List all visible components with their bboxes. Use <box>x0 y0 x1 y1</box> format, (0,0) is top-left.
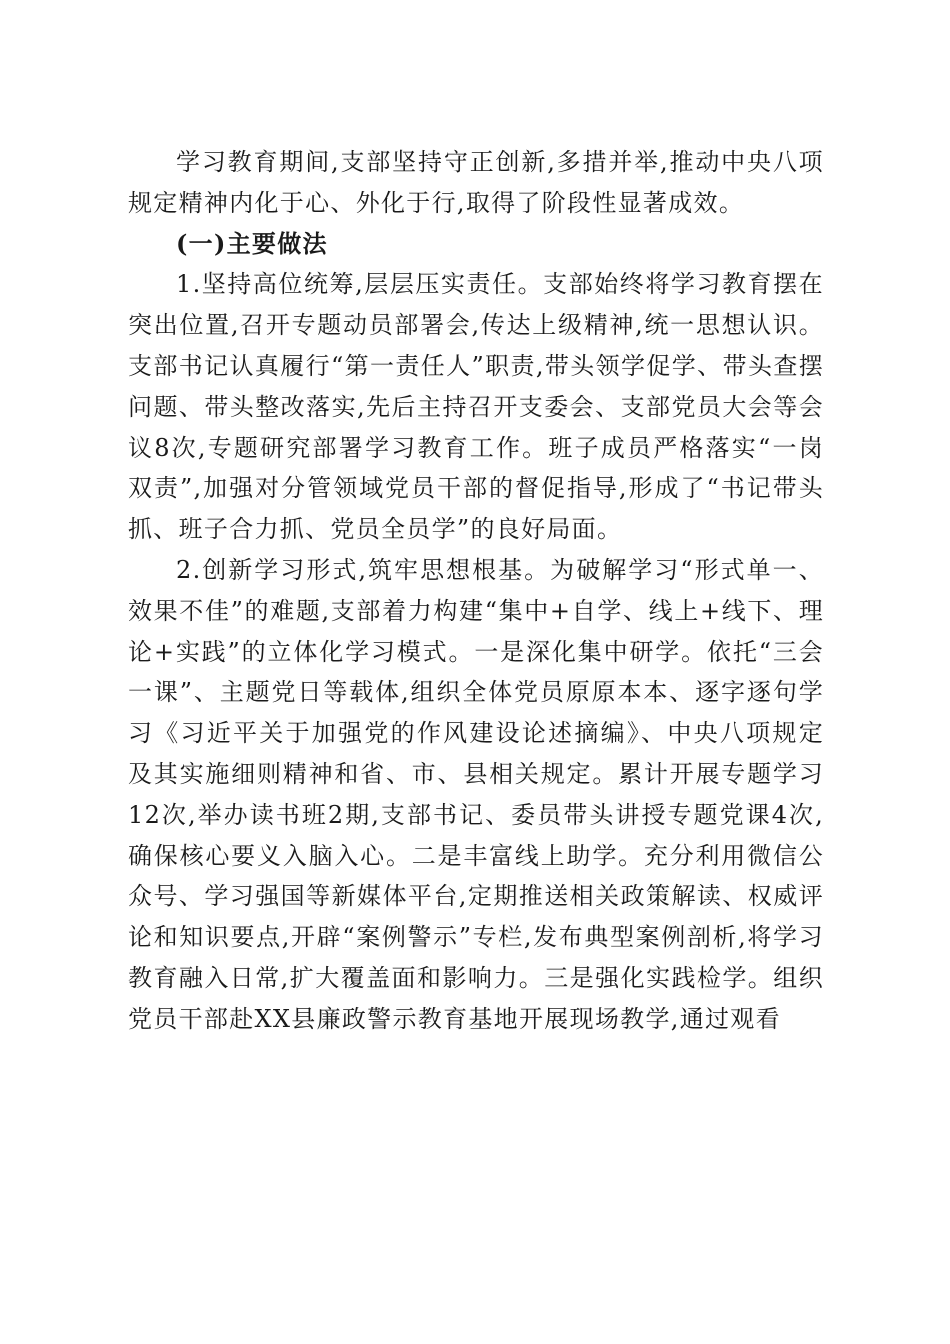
document-body <box>128 142 824 1040</box>
section-heading: (一)主要做法 <box>176 228 328 258</box>
intro-paragraph: 学习教育期间,支部坚持守正创新,多措并举,推动中央八项规定精神内化于心、外化于行,取得了阶段性显著成效。 <box>128 148 824 217</box>
point-1-paragraph: 1.坚持高位统筹,层层压实责任。支部始终将学习教育摆在突出位置,召开专题动员部署会,传达上级精神,统一思想认识。支部书记认真履行“第一责任人”职责,带头领学促学、带头查摆问题、带头整改落实,先后主持召开支委会、支部党员大会等会议8次,专题研究部署学习教育工作。班子成员严格落实“一岗双责”,加强对分管领域党员干部的督促指导,形成了“书记带头抓、班子合力抓、党员全员学”的良好局面。 <box>128 270 824 544</box>
point-2-paragraph: 2.创新学习形式,筑牢思想根基。为破解学习“形式单一、效果不佳”的难题,支部着力构建“集中+自学、线上+线下、理论+实践”的立体化学习模式。一是深化集中研学。依托“三会一课”、主题党日等载体,组织全体党员原原本本、逐字逐句学习《习近平关于加强党的作风建设论述摘编》、中央八项规定及其实施细则精神和省、市、县相关规定。累计开展专题学习12次,举办读书班2期,支部书记、委员带头讲授专题党课4次,确保核心要义入脑入心。二是丰富线上助学。充分利用微信公众号、学习强国等新媒体平台,定期推送相关政策解读、权威评论和知识要点,开辟“案例警示”专栏,发布典型案例剖析,将学习教育融入日常,扩大覆盖面和影响力。三是强化实践检学。组织党员干部赴XX县廉政警示教育基地开展现场教学,通过观看 <box>128 555 824 1033</box>
